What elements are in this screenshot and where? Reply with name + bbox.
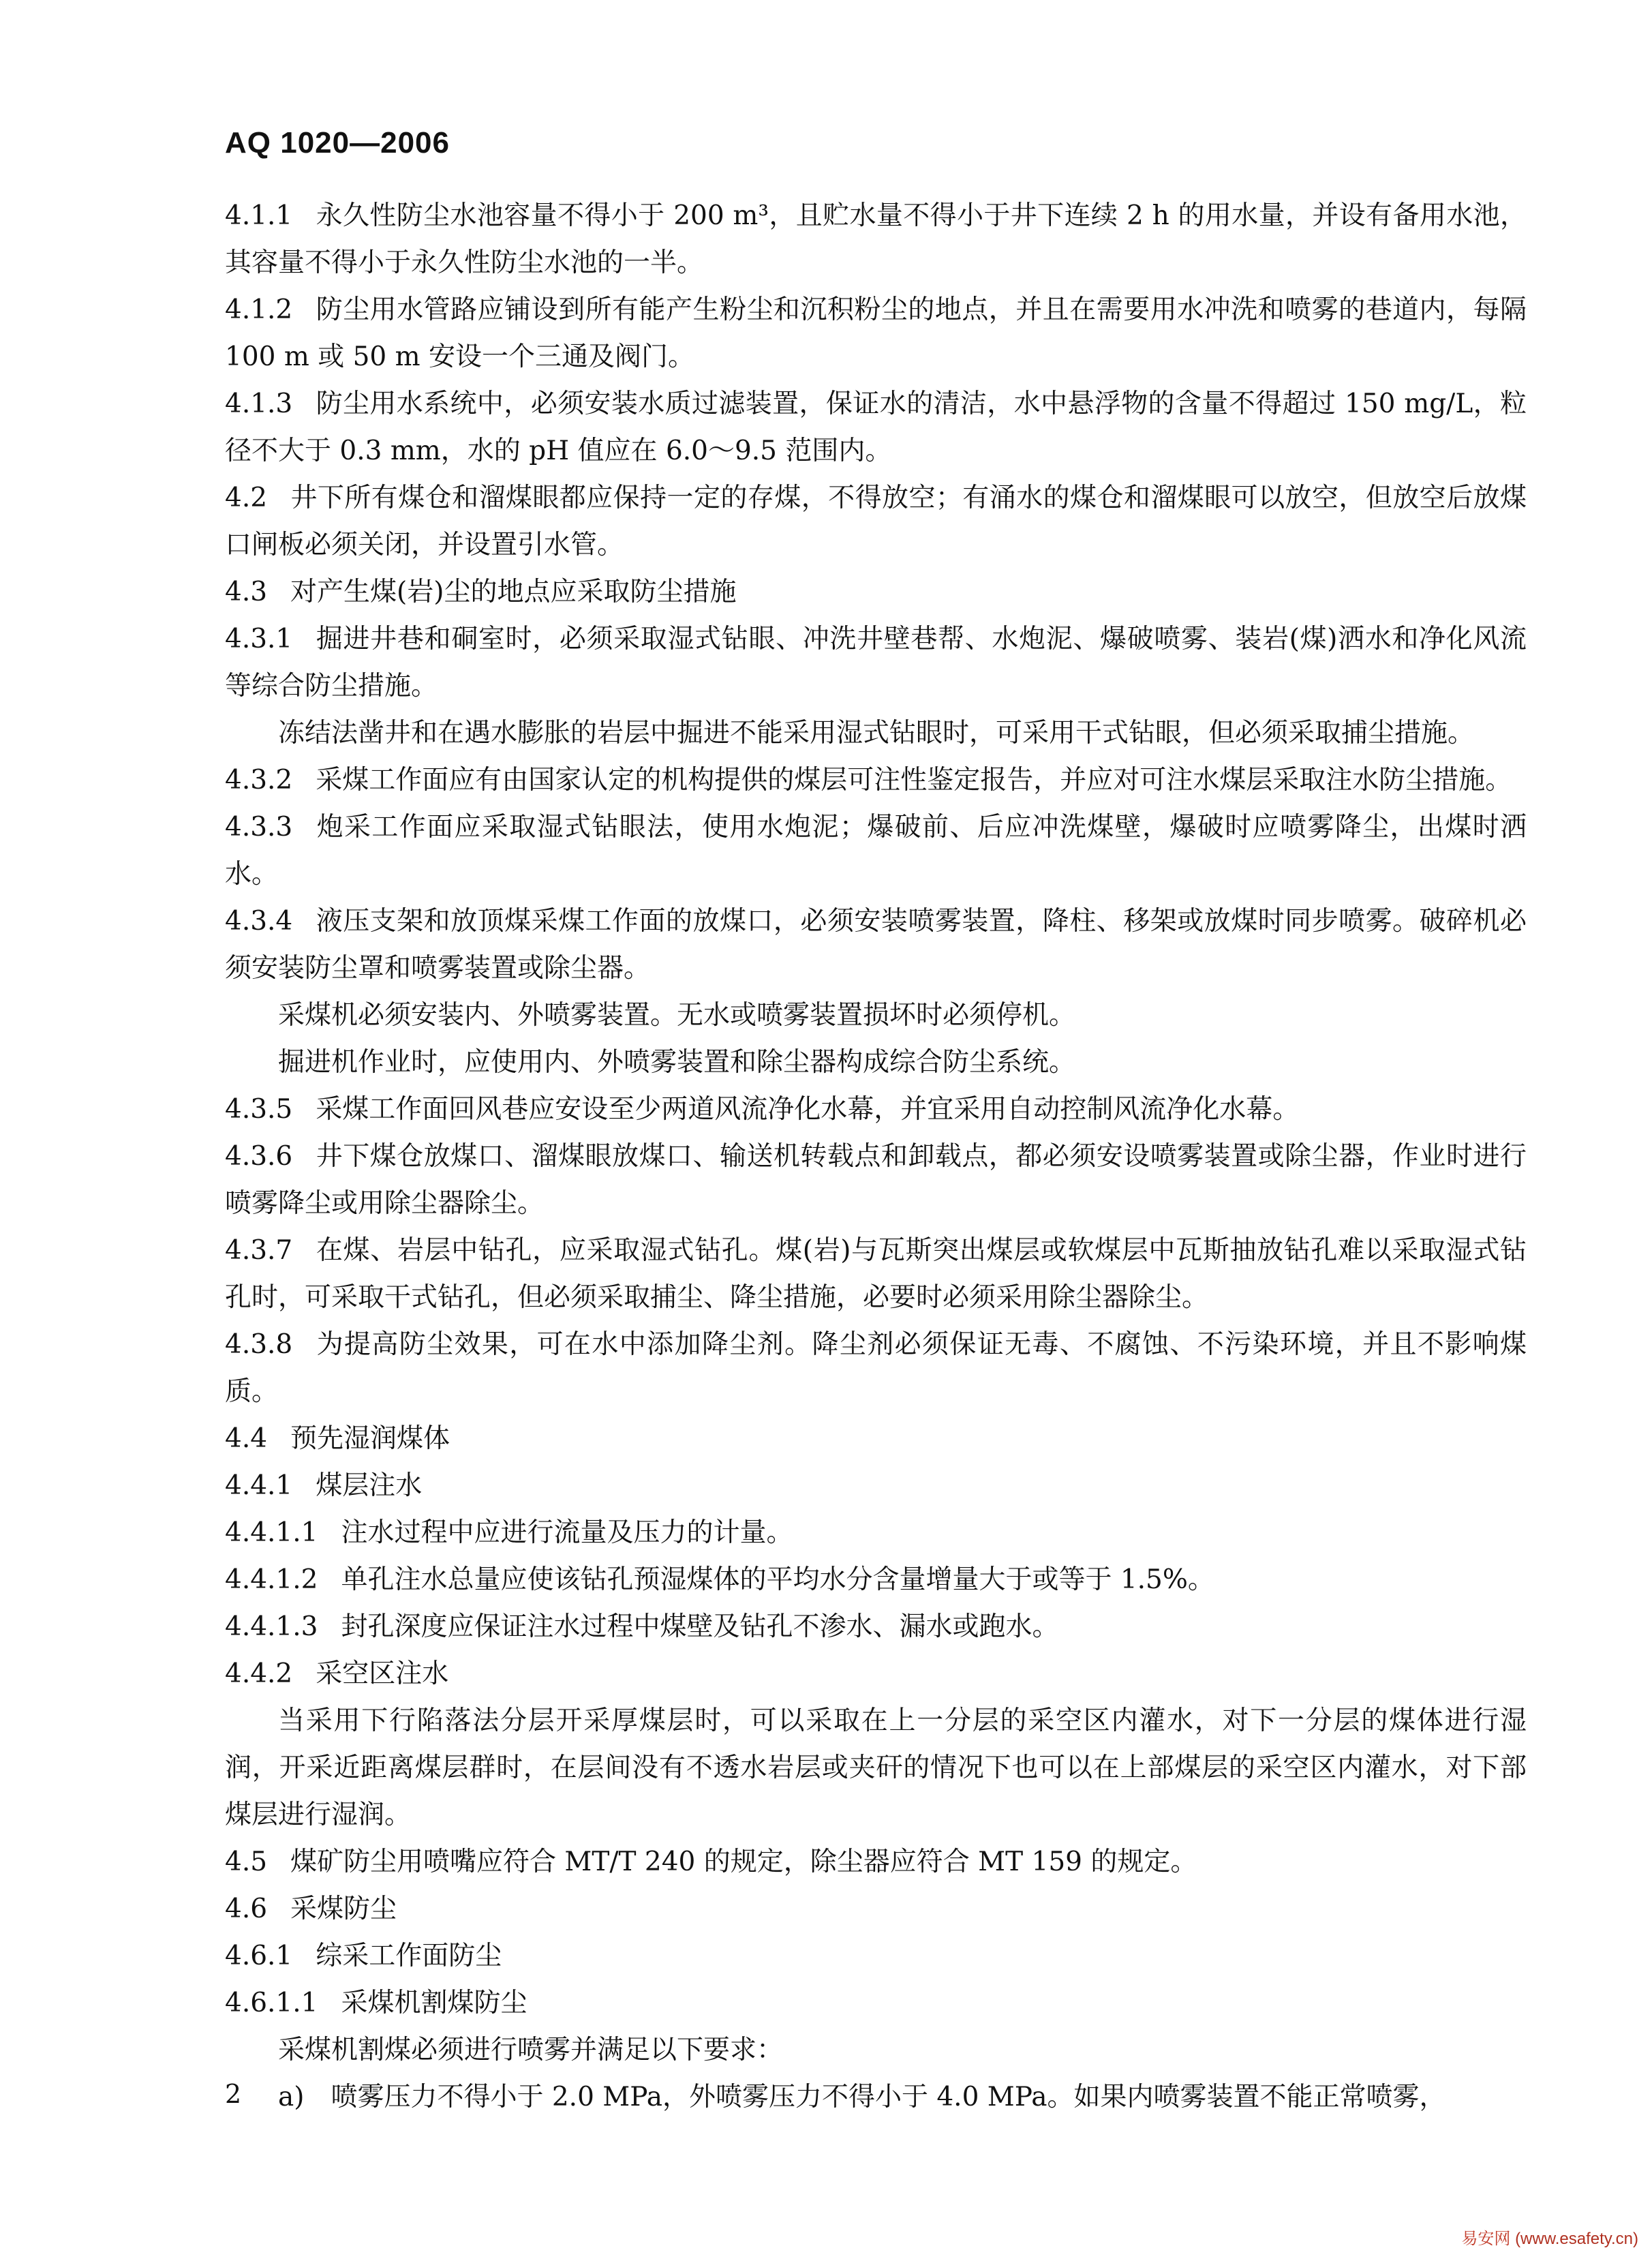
clause-text: 采煤机必须安装内、外喷雾装置。无水或喷雾装置损坏时必须停机。 <box>278 1000 1076 1031</box>
clause-text: 掘进机作业时，应使用内、外喷雾装置和除尘器构成综合防尘系统。 <box>278 1047 1076 1078</box>
watermark-url: (www.esafety.cn) <box>1515 2230 1638 2248</box>
clause-number: 4.6.1 <box>225 1941 293 1971</box>
clause-text: 炮采工作面应采取湿式钻眼法，使用水炮泥；爆破前、后应冲洗煤壁，爆破时应喷雾降尘，出煤时洒水。 <box>225 812 1527 890</box>
paragraph <box>225 1838 1527 1885</box>
clause-number: 4.1.1 <box>225 200 293 231</box>
clause-text: 防尘用水系统中，必须安装水质过滤装置，保证水的清洁，水中悬浮物的含量不得超过 150 mg/L，粒径不大于 0.3 mm，水的 pH 值应在 6.0～9.5 范围内。 <box>225 389 1527 466</box>
paragraph <box>225 1885 1527 1932</box>
clause-text: 为提高防尘效果，可在水中添加降尘剂。降尘剂必须保证无毒、不腐蚀、不污染环境，并且不影响煤质。 <box>225 1329 1527 1407</box>
paragraph <box>225 1133 1527 1227</box>
clause-text: 掘进井巷和硐室时，必须采取湿式钻眼、冲洗井壁巷帮、水炮泥、爆破喷雾、装岩(煤)洒水和净化风流等综合防尘措施。 <box>225 624 1527 701</box>
clause-number: 4.1.2 <box>225 294 293 325</box>
paragraph <box>225 1415 1527 1462</box>
paragraph <box>225 1697 1527 1838</box>
clause-number: 4.4.1.1 <box>225 1517 318 1548</box>
clause-number: 4.1.3 <box>225 389 293 419</box>
clause-number: 4.4.2 <box>225 1658 293 1689</box>
paragraph <box>225 992 1527 1039</box>
paragraph <box>225 898 1527 992</box>
clause-text: 永久性防尘水池容量不得小于 200 m³，且贮水量不得小于井下连续 2 h 的用水量，并设有备用水池，其容量不得小于永久性防尘水池的一半。 <box>225 200 1527 278</box>
clause-text: 对产生煤(岩)尘的地点应采取防尘措施 <box>290 577 737 607</box>
paragraph <box>225 380 1527 474</box>
paragraph <box>225 1556 1527 1603</box>
page-number: 2 <box>225 2079 242 2109</box>
clause-number: 4.3.6 <box>225 1141 293 1172</box>
clause-text: 冻结法凿井和在遇水膨胀的岩层中掘进不能采用湿式钻眼时，可采用干式钻眼，但必须采取捕尘措施。 <box>278 718 1475 748</box>
clause-text: 封孔深度应保证注水过程中煤壁及钻孔不渗水、漏水或跑水。 <box>341 1611 1059 1642</box>
paragraph <box>225 1650 1527 1697</box>
clause-number: 4.4.1.3 <box>225 1611 318 1642</box>
paragraph <box>225 1039 1527 1086</box>
clause-text: 综采工作面防尘 <box>316 1941 502 1971</box>
clause-number: 4.3.4 <box>225 906 293 937</box>
clause-text: 在煤、岩层中钻孔，应采取湿式钻孔。煤(岩)与瓦斯突出煤层或软煤层中瓦斯抽放钻孔难以采取湿式钻孔时，可采取干式钻孔，但必须采取捕尘、降尘措施，必要时必须采用除尘器除尘。 <box>225 1235 1527 1313</box>
clause-number: 4.4.1 <box>225 1470 293 1501</box>
clause-text: 煤矿防尘用喷嘴应符合 MT/T 240 的规定，除尘器应符合 MT 159 的规定。 <box>290 1847 1197 1877</box>
paragraph <box>225 1603 1527 1650</box>
clause-number: 4.6 <box>225 1894 268 1924</box>
clause-text: 预先湿润煤体 <box>290 1423 450 1454</box>
clause-text: 当采用下行陷落法分层开采厚煤层时，可以采取在上一分层的采空区内灌水，对下一分层的煤体进行湿润，开采近距离煤层群时，在层间没有不透水岩层或夹矸的情况下也可以在上部煤层的采空区内灌水，对下部煤层进行湿润。 <box>225 1705 1527 1830</box>
clause-text: 液压支架和放顶煤采煤工作面的放煤口，必须安装喷雾装置，降柱、移架或放煤时同步喷雾。破碎机必须安装防尘罩和喷雾装置或除尘器。 <box>225 906 1527 984</box>
paragraph <box>225 710 1527 757</box>
watermark-site: 易安网 <box>1461 2230 1511 2248</box>
paragraph <box>225 1979 1527 2027</box>
clause-number: 4.3.2 <box>225 765 293 795</box>
clause-number: 4.5 <box>225 1847 268 1877</box>
paragraph <box>225 1086 1527 1133</box>
paragraph <box>225 1321 1527 1415</box>
paragraph <box>225 286 1527 380</box>
paragraph <box>225 1932 1527 1979</box>
clause-number: 4.3.3 <box>225 812 293 843</box>
clause-text: a) 喷雾压力不得小于 2.0 MPa，外喷雾压力不得小于 4.0 MPa。如果内喷雾装置不能正常喷雾， <box>278 2082 1446 2112</box>
paragraph <box>225 1509 1527 1556</box>
paragraph <box>225 2027 1527 2074</box>
clause-number: 4.3.8 <box>225 1329 293 1360</box>
paragraph <box>225 192 1527 286</box>
paragraph <box>225 568 1527 616</box>
clause-number: 4.3 <box>225 577 268 607</box>
clause-text: 采煤机割煤必须进行喷雾并满足以下要求： <box>278 2035 784 2065</box>
clause-text: 采煤防尘 <box>290 1894 397 1924</box>
clause-number: 4.3.7 <box>225 1235 293 1266</box>
clause-text: 采煤工作面回风巷应安设至少两道风流净化水幕，并宜采用自动控制风流净化水幕。 <box>316 1094 1300 1125</box>
paragraph <box>225 2074 1527 2121</box>
paragraph <box>225 1462 1527 1509</box>
clause-number: 4.4.1.2 <box>225 1564 318 1595</box>
document-body <box>225 192 1527 2121</box>
clause-number: 4.4 <box>225 1423 268 1454</box>
standard-code-header: AQ 1020—2006 <box>225 126 450 160</box>
clause-number: 4.3.5 <box>225 1094 293 1125</box>
clause-text: 防尘用水管路应铺设到所有能产生粉尘和沉积粉尘的地点，并且在需要用水冲洗和喷雾的巷道内，每隔 100 m 或 50 m 安设一个三通及阀门。 <box>225 294 1527 372</box>
clause-number: 4.3.1 <box>225 624 293 654</box>
clause-text: 煤层注水 <box>316 1470 423 1501</box>
clause-text: 井下煤仓放煤口、溜煤眼放煤口、输送机转载点和卸载点，都必须安设喷雾装置或除尘器，作业时进行喷雾降尘或用除尘器除尘。 <box>225 1141 1527 1219</box>
paragraph <box>225 757 1527 804</box>
clause-text: 采空区注水 <box>316 1658 449 1689</box>
watermark <box>1461 2225 1638 2249</box>
clause-number: 4.6.1.1 <box>225 1988 318 2018</box>
clause-text: 单孔注水总量应使该钻孔预湿煤体的平均水分含量增量大于或等于 1.5%。 <box>341 1564 1214 1595</box>
clause-text: 注水过程中应进行流量及压力的计量。 <box>341 1517 793 1548</box>
paragraph <box>225 616 1527 710</box>
clause-text: 井下所有煤仓和溜煤眼都应保持一定的存煤，不得放空；有涌水的煤仓和溜煤眼可以放空，但放空后放煤口闸板必须关闭，并设置引水管。 <box>225 483 1527 560</box>
clause-text: 采煤工作面应有由国家认定的机构提供的煤层可注性鉴定报告，并应对可注水煤层采取注水防尘措施。 <box>316 765 1512 795</box>
clause-number: 4.2 <box>225 483 268 513</box>
paragraph <box>225 474 1527 568</box>
clause-text: 采煤机割煤防尘 <box>341 1988 527 2018</box>
paragraph <box>225 1227 1527 1321</box>
paragraph <box>225 804 1527 898</box>
